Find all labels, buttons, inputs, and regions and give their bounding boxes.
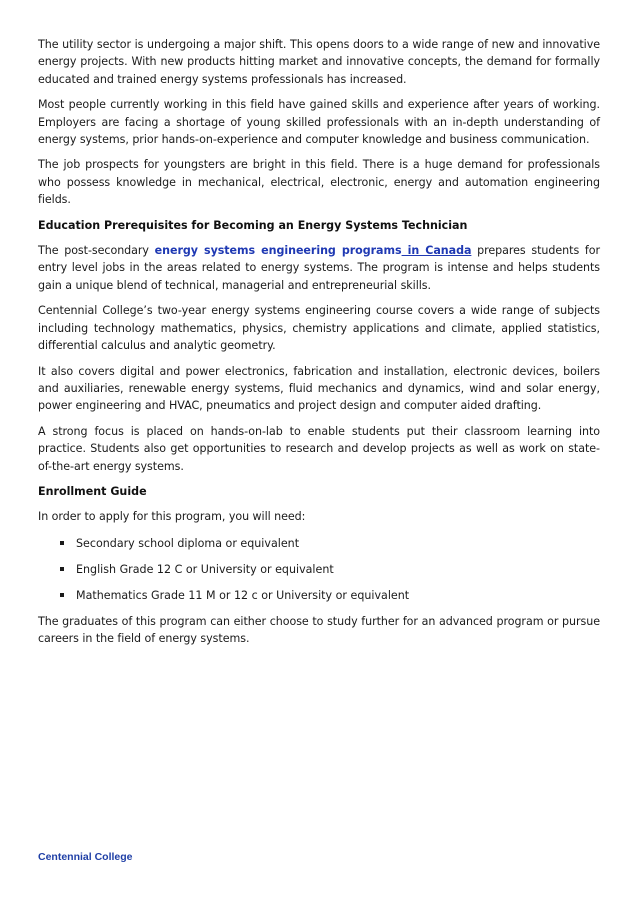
intro-paragraph-2: Most people currently working in this field have gained skills and experience after years of working. Employers are facing a shortage of young skilled professionals with an in-depth understanding of energy systems, prior hands-on-experience and computer knowledge and business communication. [38, 98, 600, 147]
list-item [38, 561, 600, 578]
enrollment-guide-heading: Enrollment Guide [38, 484, 147, 498]
program-paragraph-lead: The post-secondary [38, 244, 155, 258]
square-bullet-icon [60, 541, 64, 545]
program-paragraph-rest: prepares students for entry level jobs in the areas related to energy systems. The program is intense and helps students gain a unique blend of technical, managerial and entrepreneurial skills. [38, 244, 600, 292]
intro-paragraph-3: The job prospects for youngsters are bright in this field. There is a huge demand for professionals who possess knowledge in mechanical, electrical, electronic, energy and automation engineering fields. [38, 158, 600, 207]
page-footer: Centennial College [38, 851, 133, 863]
enrollment-intro: In order to apply for this program, you will need: [38, 510, 306, 524]
document-page [38, 36, 600, 656]
energy-programs-link-location: in Canada [401, 244, 472, 258]
closing-paragraph: The graduates of this program can either choose to study further for an advanced program or pursue careers in the field of energy systems. [38, 614, 600, 646]
hands-on-lab-paragraph: A strong focus is placed on hands-on-lab to enable students put their classroom learning into practice. Students also get opportunities to research and develop projects as well as work on state-of-the-art energy systems. [38, 424, 600, 473]
energy-programs-link[interactable] [155, 244, 472, 257]
requirements-list [38, 535, 600, 604]
list-item [38, 587, 600, 604]
list-item [38, 535, 600, 552]
program-paragraph [38, 242, 600, 294]
square-bullet-icon [60, 593, 64, 597]
course-subjects-paragraph: Centennial College’s two-year energy systems engineering course covers a wide range of subjects including technology mathematics, physics, chemistry applications and climate, applied statistics, differential calculus and analytic geometry. [38, 304, 600, 353]
requirement-text: English Grade 12 C or University or equivalent [76, 562, 334, 576]
course-coverage-paragraph: It also covers digital and power electronics, fabrication and installation, electronic devices, boilers and auxiliaries, renewable energy systems, fluid mechanics and dynamics, wind and solar energy, power engineering and HVAC, pneumatics and project design and computer aided drafting. [38, 364, 600, 413]
square-bullet-icon [60, 567, 64, 571]
requirement-text: Mathematics Grade 11 M or 12 c or University or equivalent [76, 588, 410, 602]
requirement-text: Secondary school diploma or equivalent [76, 536, 300, 550]
intro-paragraph-1: The utility sector is undergoing a major shift. This opens doors to a wide range of new and innovative energy projects. With new products hitting market and innovative concepts, the demand for formally educated and trained energy systems professionals has increased. [38, 38, 600, 86]
education-prerequisites-heading: Education Prerequisites for Becoming an Energy Systems Technician [38, 218, 468, 232]
energy-programs-link-keyword: energy systems engineering programs [154, 244, 402, 258]
